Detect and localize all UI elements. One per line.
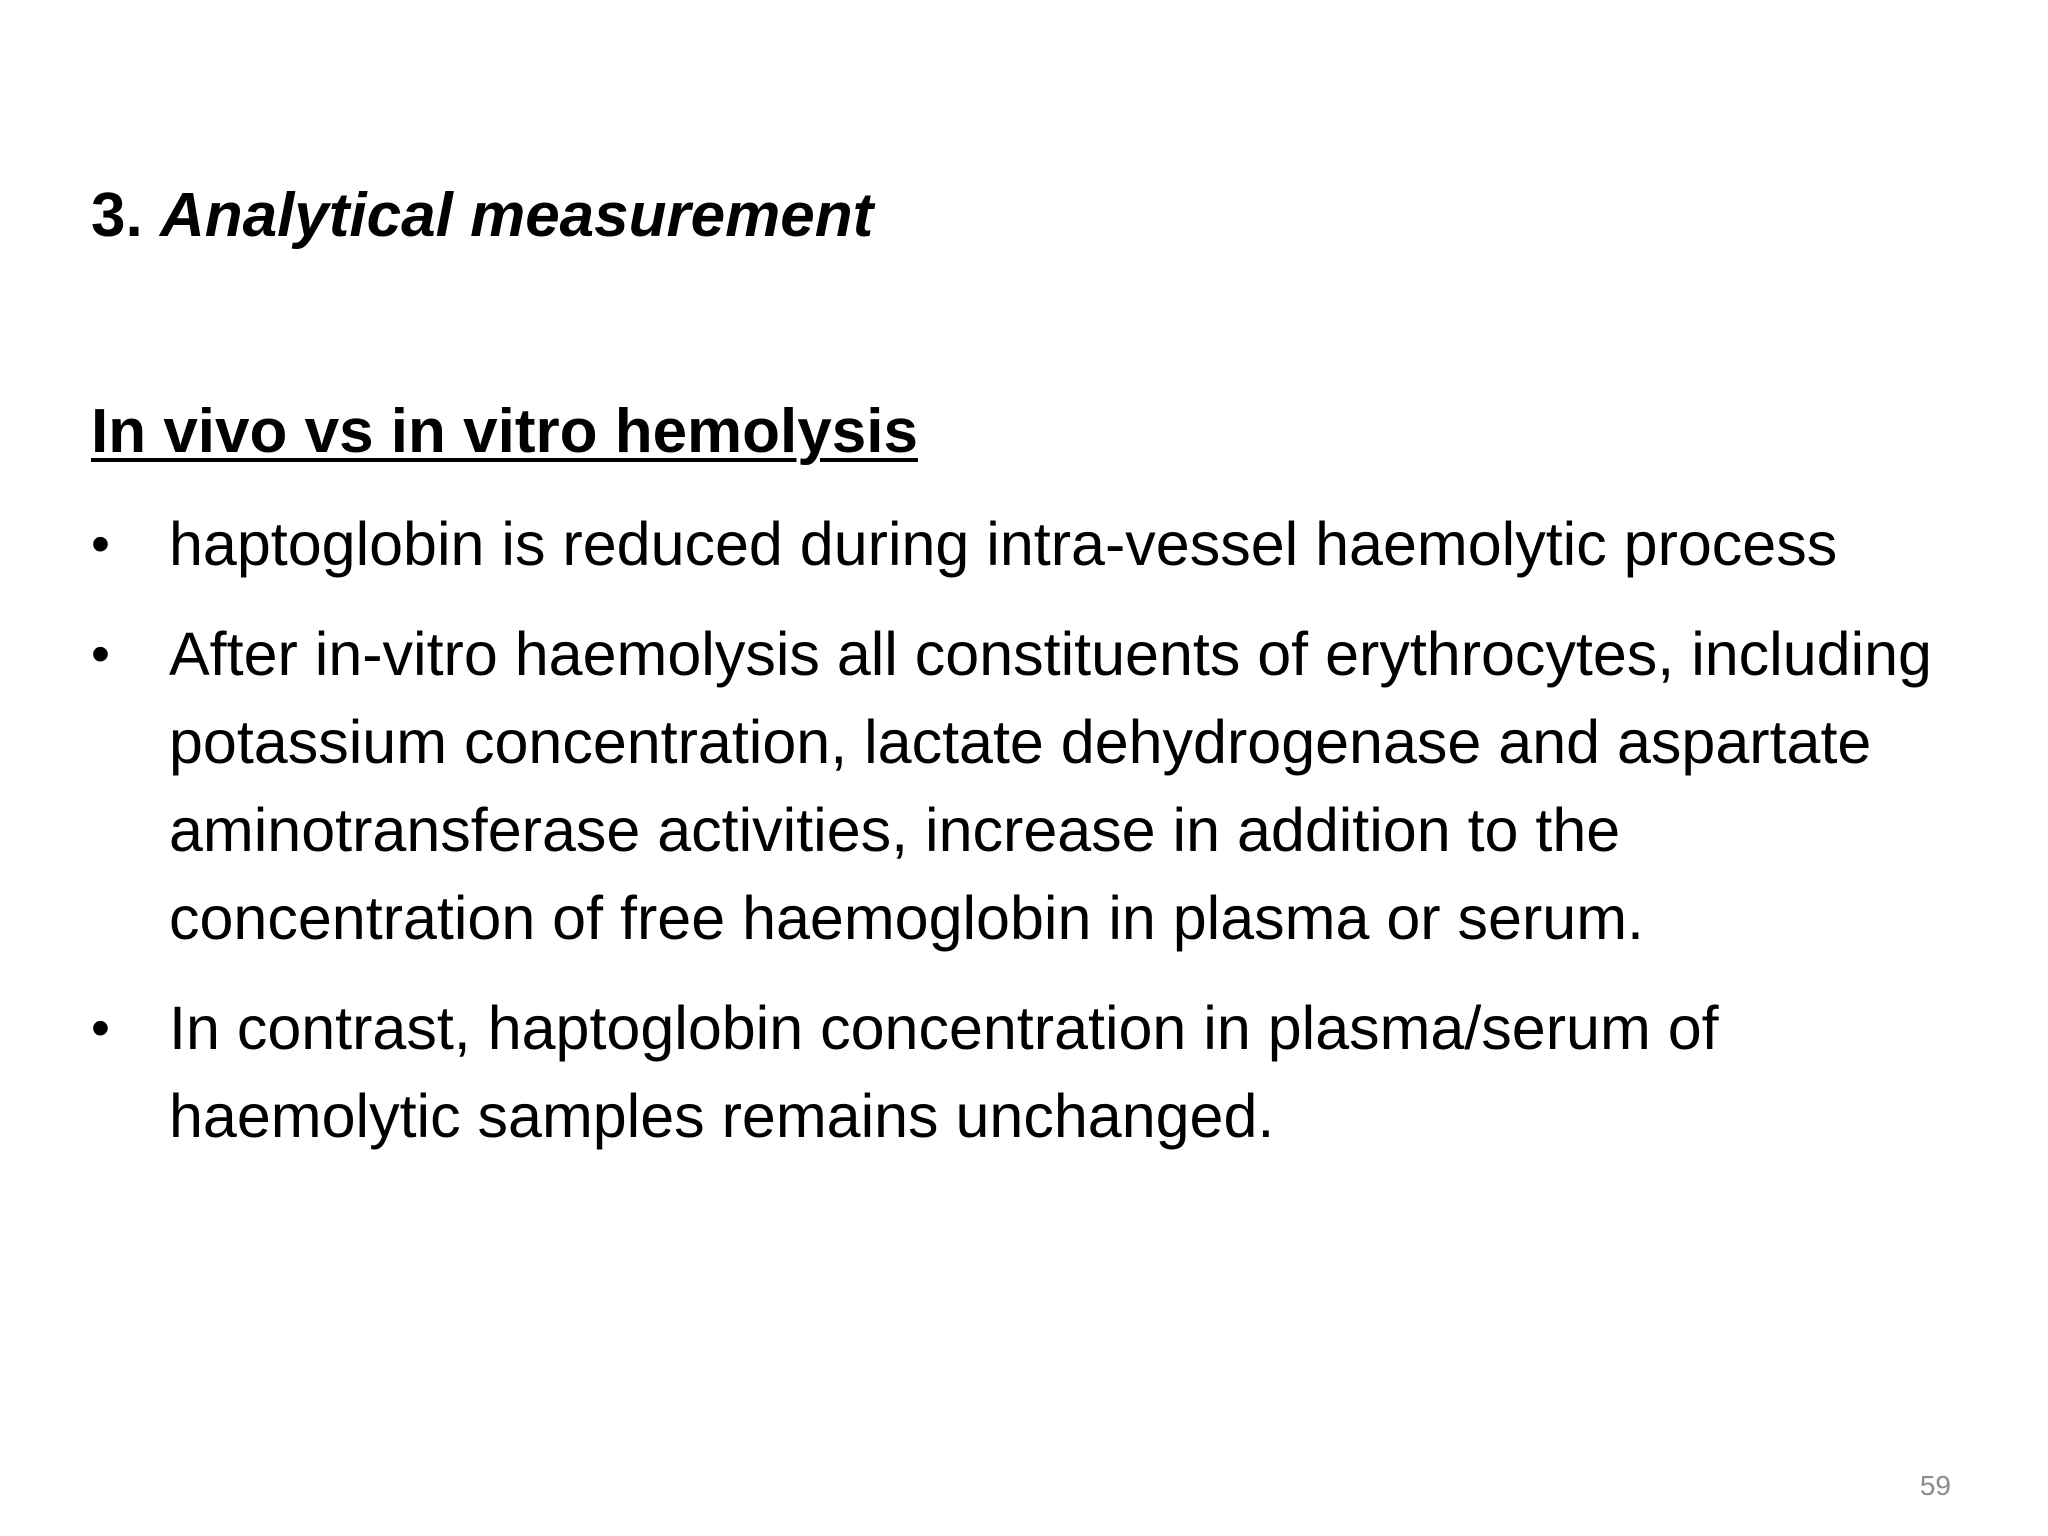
heading-title: Analytical measurement [159,181,874,250]
bullet-item [91,984,1991,1160]
bullet-text: After in-vitro haemolysis all constituents of erythrocytes, including potassium concentration, lactate dehydrogenase and aspartate aminotransferase activities, increase in addition to the concentration of free haemoglobin in plasma or serum. [169,620,1932,952]
page-number: 59 [1919,1470,1951,1501]
bullet-text: In contrast, haptoglobin concentration in plasma/serum of haemolytic samples remains unchanged. [169,994,1719,1150]
bullet-item [91,610,1991,962]
heading-number: 3. [91,181,143,250]
bullet-icon: • [91,624,110,684]
bullet-item [91,500,1991,588]
bullet-icon: • [91,998,110,1058]
bullet-text: haptoglobin is reduced during intra-vessel haemolytic process [169,510,1838,578]
bullet-icon: • [91,514,110,574]
section-subheading: In vivo vs in vitro hemolysis [91,397,918,466]
bullet-list [91,500,1991,1182]
slide-heading [91,178,873,254]
